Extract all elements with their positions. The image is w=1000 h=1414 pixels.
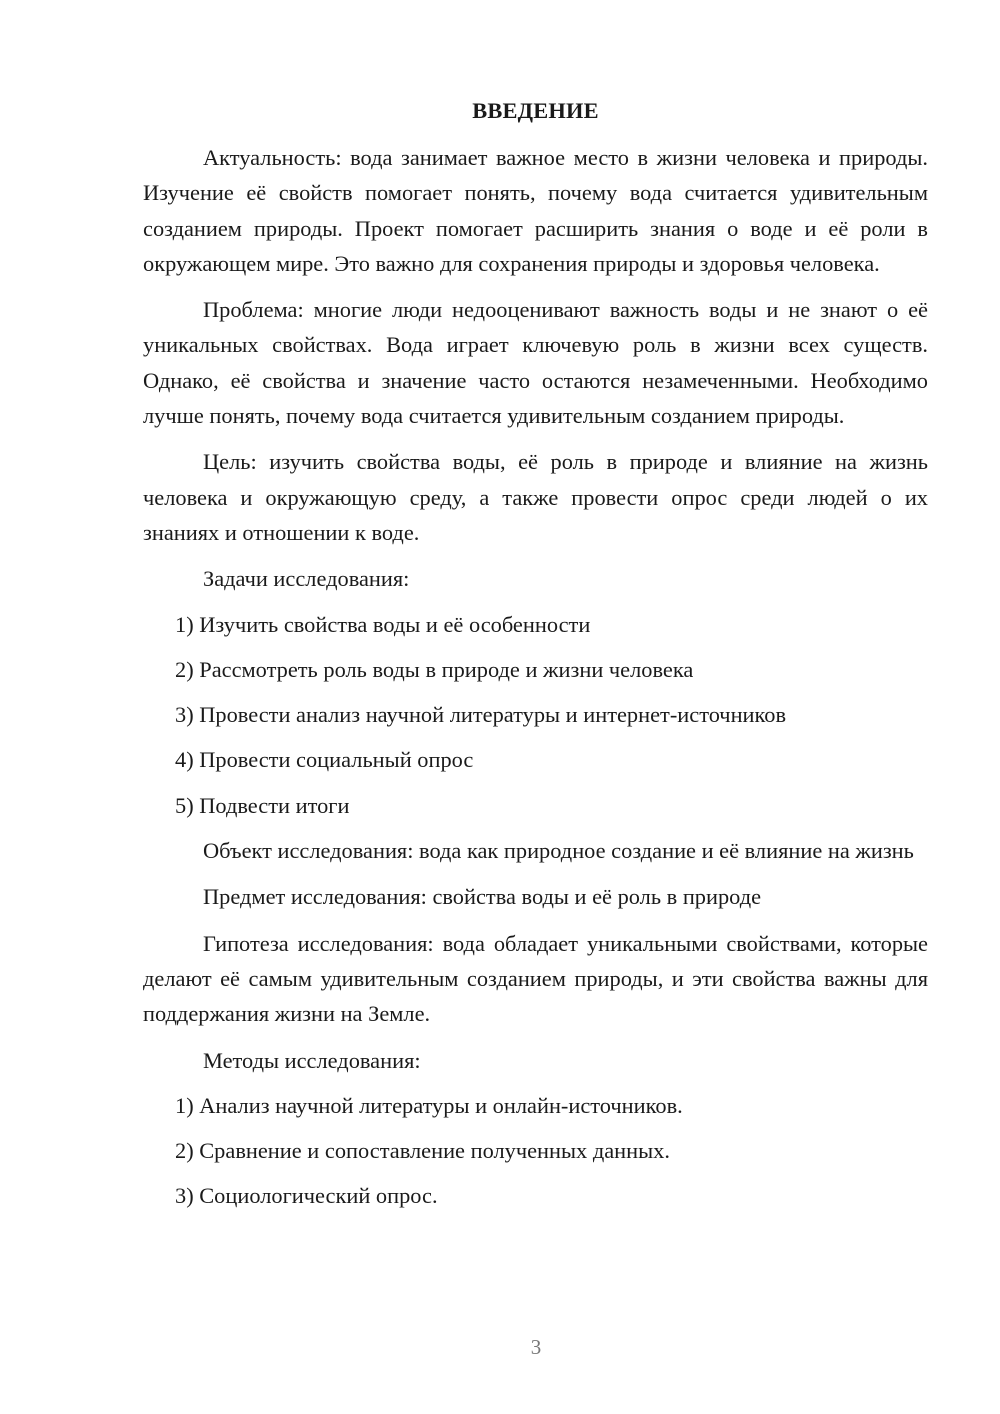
tasks-list <box>143 607 928 823</box>
list-item: 1) Изучить свойства воды и её особенности <box>175 611 591 637</box>
page-number: 3 <box>530 1335 542 1359</box>
tasks-heading: Задачи исследования: <box>203 566 410 592</box>
list-item: 5) Подвести итоги <box>175 792 350 818</box>
paragraph-relevance: Актуальность: вода занимает важное место в жизни человека и природы. Изучение её свойств помогает понять, почему вода считается удивительным созданием природы. Проект помогает расширить знания о воде и её роли в окружающем мире. Это важно для сохранения природы и здоровья человека. <box>143 145 928 276</box>
list-item: 2) Сравнение и сопоставление полученных данных. <box>175 1138 670 1164</box>
list-item: 3) Социологический опрос. <box>175 1183 438 1209</box>
paragraph-subject: Предмет исследования: свойства воды и её роль в природе <box>203 884 762 910</box>
paragraph-goal: Цель: изучить свойства воды, её роль в природе и влияние на жизнь человека и окружающую среду, а также провести опрос среди людей о их знаниях и отношении к воде. <box>143 449 928 545</box>
paragraph-object: Объект исследования: вода как природное создание и её влияние на жизнь <box>203 838 914 864</box>
list-item: 1) Анализ научной литературы и онлайн-источников. <box>175 1092 683 1118</box>
list-item: 4) Провести социальный опрос <box>175 747 474 773</box>
methods-list <box>143 1088 928 1214</box>
list-item: 2) Рассмотреть роль воды в природе и жизни человека <box>175 656 694 682</box>
methods-heading: Методы исследования: <box>203 1047 421 1073</box>
page-content <box>143 93 928 1224</box>
paragraph-hypothesis: Гипотеза исследования: вода обладает уникальными свойствами, которые делают её самым удивительным созданием природы, и эти свойства важны для поддержания жизни на Земле. <box>143 930 928 1027</box>
paragraph-problem: Проблема: многие люди недооценивают важность воды и не знают о её уникальных свойствах. Вода играет ключевую роль в жизни всех существ. Однако, её свойства и значение часто остаются незамеченными. Необходимо лучше понять, почему вода считается удивительным созданием природы. <box>143 297 928 429</box>
section-title: ВВЕДЕНИЕ <box>472 98 599 123</box>
list-item: 3) Провести анализ научной литературы и интернет-источников <box>175 702 787 728</box>
